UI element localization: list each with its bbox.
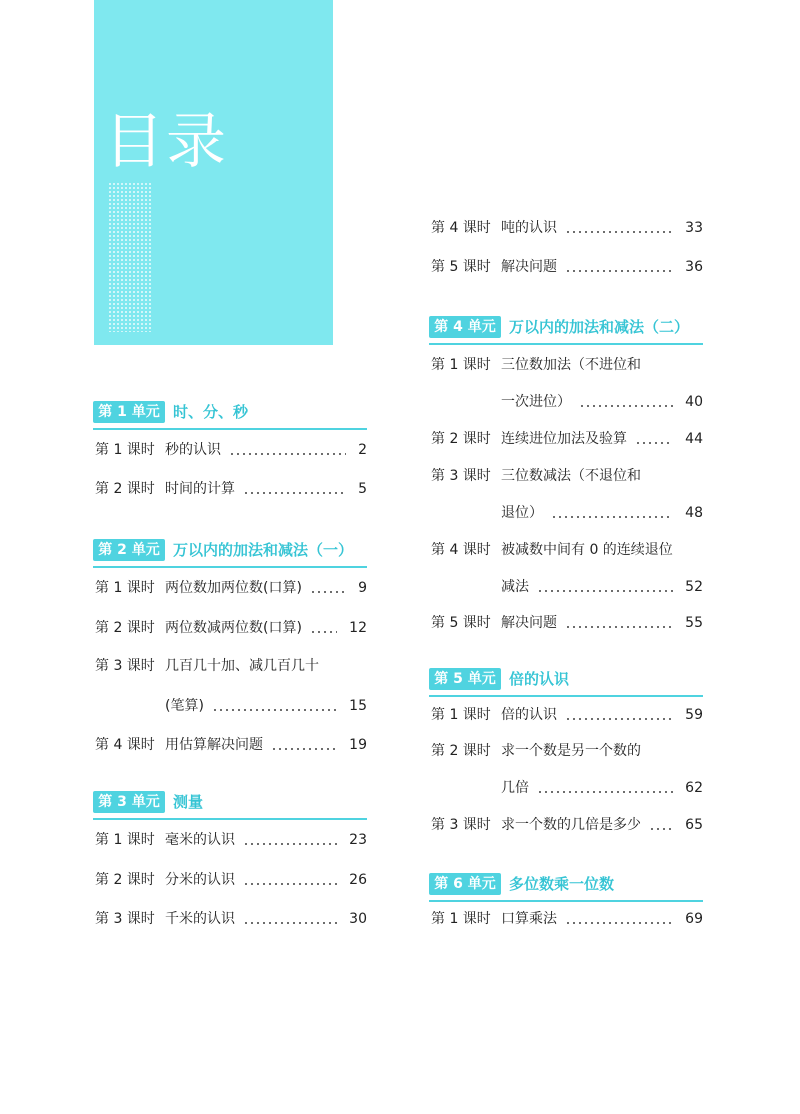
page-number: 59 xyxy=(685,707,703,723)
lesson-title: 用估算解决问题 xyxy=(165,737,263,753)
unit-heading xyxy=(93,401,367,425)
lesson-label: 第 3 课时 xyxy=(431,817,491,833)
unit-title: 万以内的加法和减法（一） xyxy=(173,541,354,559)
lesson-title: 吨的认识 xyxy=(501,220,557,236)
page-number: 12 xyxy=(349,620,367,636)
lesson-title: 退位） xyxy=(501,505,543,521)
unit-underline xyxy=(93,566,367,568)
lesson-title: 三位数加法（不进位和 xyxy=(501,357,641,373)
page-number: 62 xyxy=(685,780,703,796)
page-number: 26 xyxy=(349,872,367,888)
lesson-label: 第 1 课时 xyxy=(95,442,155,458)
lesson-title: 一次进位） xyxy=(501,394,571,410)
page-number: 55 xyxy=(685,615,703,631)
lesson-title: 千米的认识 xyxy=(165,911,235,927)
page-number: 2 xyxy=(358,442,367,458)
dot-pattern-decoration xyxy=(108,182,152,332)
toc-entry[interactable] xyxy=(93,440,367,460)
unit-badge: 第 1 单元 xyxy=(93,401,165,423)
lesson-label: 第 2 课时 xyxy=(95,620,155,636)
toc-entry[interactable] xyxy=(429,429,703,449)
lesson-title: 求一个数是另一个数的 xyxy=(501,743,641,759)
unit-badge: 第 6 单元 xyxy=(429,873,501,895)
page-number: 69 xyxy=(685,911,703,927)
page-number: 19 xyxy=(349,737,367,753)
lesson-title: 被减数中间有 0 的连续退位 xyxy=(501,542,673,558)
unit-badge: 第 5 单元 xyxy=(429,668,501,690)
lesson-label: 第 1 课时 xyxy=(431,357,491,373)
lesson-label: 第 2 课时 xyxy=(95,481,155,497)
lesson-label: 第 2 课时 xyxy=(431,743,491,759)
toc-entry[interactable] xyxy=(93,830,367,850)
leader-dots xyxy=(212,709,337,711)
leader-dots xyxy=(635,442,673,444)
leader-dots xyxy=(229,453,346,455)
lesson-title: 口算乘法 xyxy=(501,911,557,927)
leader-dots xyxy=(551,516,673,518)
lesson-title: 毫米的认识 xyxy=(165,832,235,848)
toc-entry[interactable] xyxy=(429,218,703,238)
leader-dots xyxy=(243,883,337,885)
lesson-label: 第 1 课时 xyxy=(431,911,491,927)
leader-dots xyxy=(310,631,337,633)
toc-entry[interactable] xyxy=(93,735,367,755)
lesson-label: 第 4 课时 xyxy=(431,542,491,558)
leader-dots xyxy=(565,718,673,720)
toc-entry[interactable] xyxy=(429,392,703,412)
unit-heading xyxy=(429,668,703,692)
leader-dots xyxy=(537,590,673,592)
toc-entry[interactable] xyxy=(93,479,367,499)
leader-dots xyxy=(243,492,346,494)
unit-heading xyxy=(93,539,367,563)
unit-title: 测量 xyxy=(173,793,204,811)
page-number: 52 xyxy=(685,579,703,595)
unit-underline xyxy=(429,343,703,345)
page-number: 33 xyxy=(685,220,703,236)
page-number: 5 xyxy=(358,481,367,497)
toc-entry[interactable] xyxy=(429,577,703,597)
toc-entry[interactable] xyxy=(429,355,703,375)
lesson-title: 两位数加两位数(口算) xyxy=(165,580,302,596)
leader-dots xyxy=(565,231,673,233)
unit-heading xyxy=(429,316,703,340)
lesson-label: 第 5 课时 xyxy=(431,259,491,275)
lesson-label: 第 1 课时 xyxy=(95,832,155,848)
lesson-label: 第 2 课时 xyxy=(431,431,491,447)
toc-entry[interactable] xyxy=(93,618,367,638)
lesson-title: 解决问题 xyxy=(501,259,557,275)
lesson-label: 第 5 课时 xyxy=(431,615,491,631)
lesson-title: 减法 xyxy=(501,579,529,595)
page-number: 36 xyxy=(685,259,703,275)
lesson-title: 求一个数的几倍是多少 xyxy=(501,817,641,833)
leader-dots xyxy=(243,843,337,845)
toc-entry[interactable] xyxy=(429,778,703,798)
lesson-title: 两位数减两位数(口算) xyxy=(165,620,302,636)
lesson-title: (笔算) xyxy=(165,698,204,714)
toc-entry[interactable] xyxy=(429,540,703,560)
toc-entry[interactable] xyxy=(93,870,367,890)
lesson-title: 几倍 xyxy=(501,780,529,796)
lesson-title: 时间的计算 xyxy=(165,481,235,497)
lesson-label: 第 3 课时 xyxy=(95,911,155,927)
unit-underline xyxy=(429,900,703,902)
toc-entry[interactable] xyxy=(429,466,703,486)
lesson-label: 第 1 课时 xyxy=(431,707,491,723)
lesson-label: 第 4 课时 xyxy=(431,220,491,236)
lesson-label: 第 3 课时 xyxy=(95,658,155,674)
page-number: 44 xyxy=(685,431,703,447)
leader-dots xyxy=(310,591,346,593)
leader-dots xyxy=(565,922,673,924)
toc-entry[interactable] xyxy=(429,503,703,523)
page-title: 目录 xyxy=(104,107,228,177)
toc-entry[interactable] xyxy=(93,578,367,598)
leader-dots xyxy=(243,922,337,924)
header-banner xyxy=(94,0,333,345)
unit-underline xyxy=(429,695,703,697)
unit-underline xyxy=(93,818,367,820)
unit-badge: 第 3 单元 xyxy=(93,791,165,813)
toc-entry[interactable] xyxy=(429,741,703,761)
leader-dots xyxy=(649,828,673,830)
toc-entry[interactable] xyxy=(93,656,367,676)
page-number: 48 xyxy=(685,505,703,521)
leader-dots xyxy=(271,748,337,750)
toc-entry[interactable] xyxy=(429,909,703,929)
lesson-label: 第 2 课时 xyxy=(95,872,155,888)
lesson-title: 倍的认识 xyxy=(501,707,557,723)
toc-entry[interactable] xyxy=(429,815,703,835)
toc-entry[interactable] xyxy=(93,909,367,929)
toc-entry[interactable] xyxy=(93,696,367,716)
lesson-label: 第 1 课时 xyxy=(95,580,155,596)
lesson-label: 第 3 课时 xyxy=(431,468,491,484)
page-number: 9 xyxy=(358,580,367,596)
unit-title: 万以内的加法和减法（二） xyxy=(509,318,690,336)
unit-badge: 第 4 单元 xyxy=(429,316,501,338)
unit-title: 倍的认识 xyxy=(509,670,570,688)
leader-dots xyxy=(565,270,673,272)
toc-entry[interactable] xyxy=(429,613,703,633)
lesson-label: 第 4 课时 xyxy=(95,737,155,753)
unit-underline xyxy=(93,428,367,430)
lesson-title: 三位数减法（不退位和 xyxy=(501,468,641,484)
lesson-title: 秒的认识 xyxy=(165,442,221,458)
unit-heading xyxy=(429,873,703,897)
toc-entry[interactable] xyxy=(429,705,703,725)
unit-title: 多位数乘一位数 xyxy=(509,875,615,893)
leader-dots xyxy=(565,626,673,628)
lesson-title: 连续进位加法及验算 xyxy=(501,431,627,447)
page-number: 65 xyxy=(685,817,703,833)
unit-title: 时、分、秒 xyxy=(173,403,249,421)
page-number: 23 xyxy=(349,832,367,848)
leader-dots xyxy=(537,791,673,793)
unit-badge: 第 2 单元 xyxy=(93,539,165,561)
lesson-title: 分米的认识 xyxy=(165,872,235,888)
page-number: 30 xyxy=(349,911,367,927)
page-number: 15 xyxy=(349,698,367,714)
leader-dots xyxy=(579,405,673,407)
unit-heading xyxy=(93,791,367,815)
lesson-title: 几百几十加、减几百几十 xyxy=(165,658,319,674)
lesson-title: 解决问题 xyxy=(501,615,557,631)
page-number: 40 xyxy=(685,394,703,410)
toc-entry[interactable] xyxy=(429,257,703,277)
